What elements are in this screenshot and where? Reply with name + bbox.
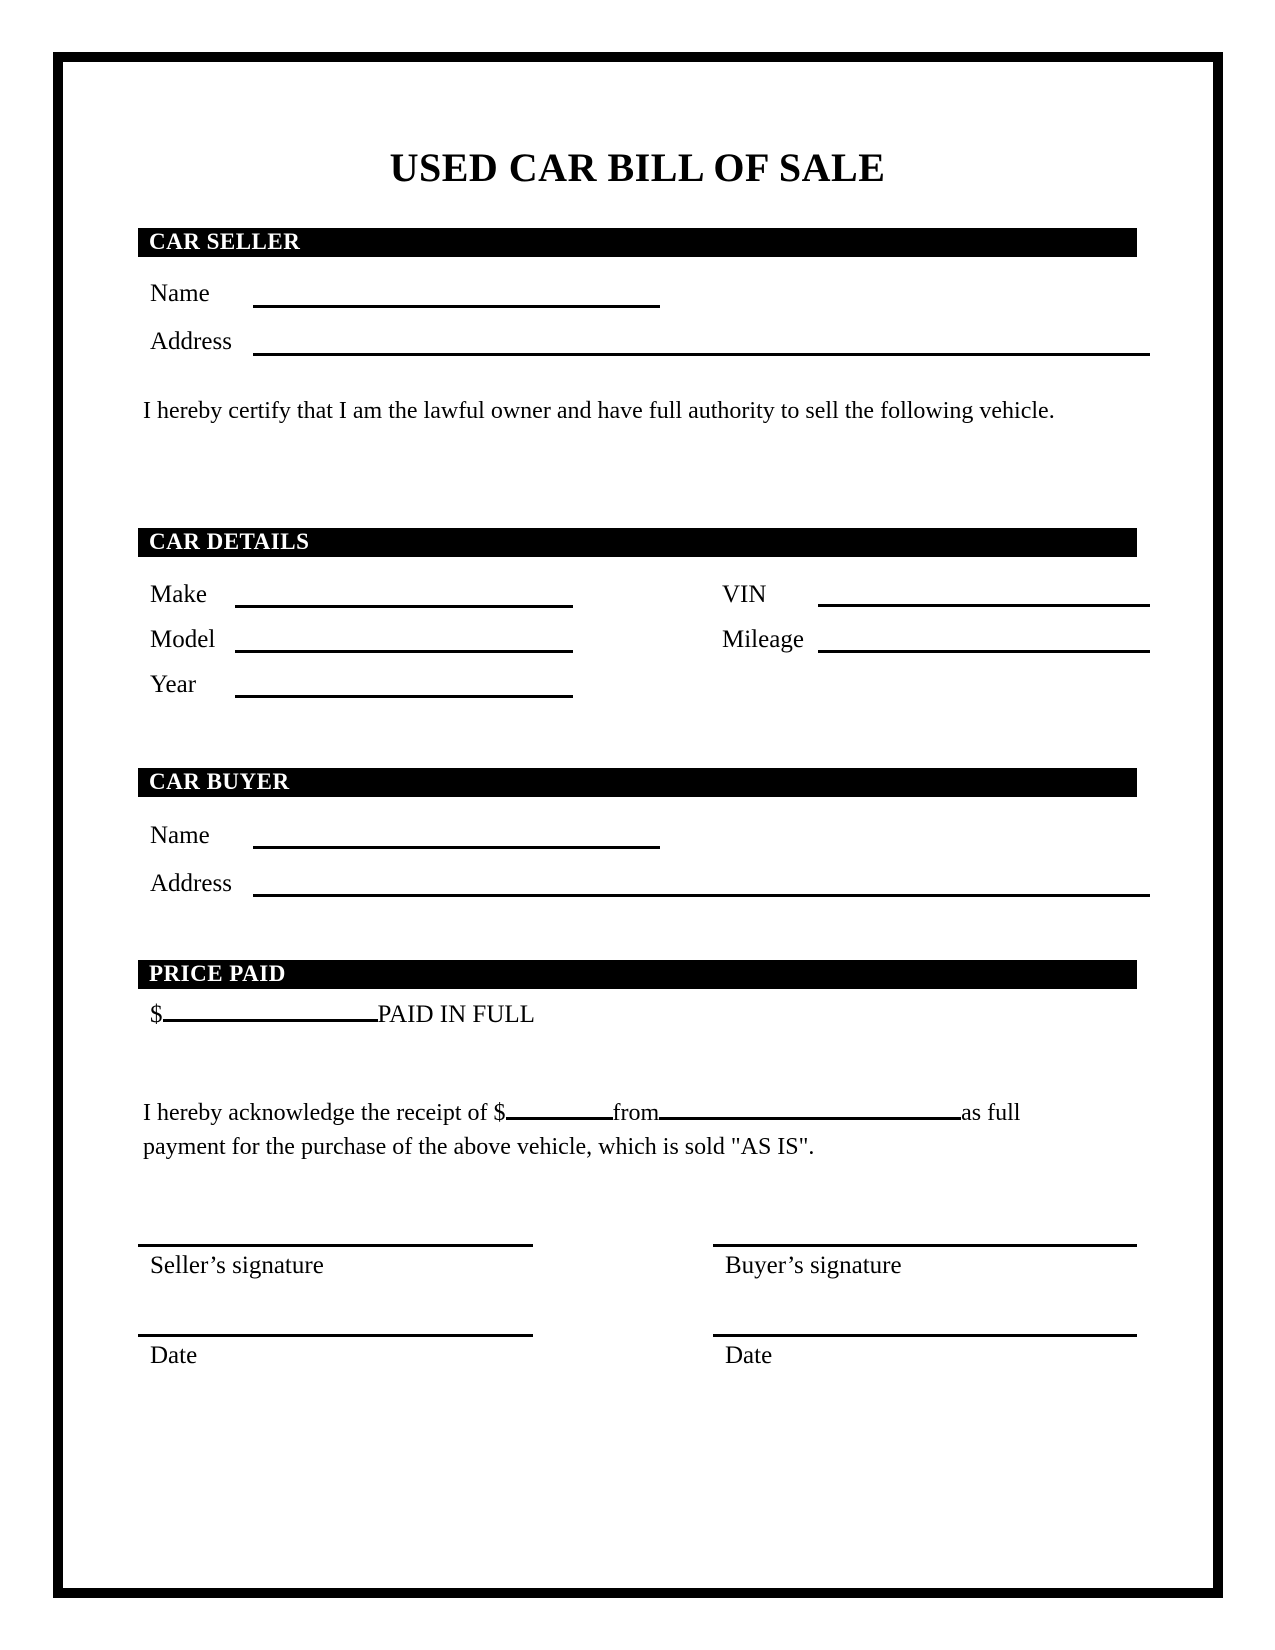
receipt-amount-field-line[interactable]	[506, 1103, 613, 1120]
year-label: Year	[150, 671, 197, 698]
acknowledgment-part3: as full payment for the purchase of the above vehicle, which is sold "AS IS".	[143, 1100, 1021, 1160]
acknowledgment-from: from	[612, 1100, 660, 1126]
mileage-field-line[interactable]	[818, 650, 1150, 653]
section-header-price-paid: PRICE PAID	[138, 960, 1137, 989]
model-label: Model	[150, 626, 216, 653]
paid-in-full-label: PAID IN FULL	[377, 1001, 535, 1028]
buyer-name-label: Name	[150, 822, 210, 849]
currency-symbol: $	[150, 1001, 163, 1028]
document-title: USED CAR BILL OF SALE	[389, 145, 886, 190]
seller-name-field-line[interactable]	[253, 305, 660, 308]
buyer-date-line[interactable]	[713, 1334, 1137, 1337]
page-border-frame	[53, 52, 1223, 1598]
acknowledgment-paragraph	[143, 1096, 1083, 1164]
seller-name-label: Name	[150, 280, 210, 307]
seller-date-label: Date	[150, 1342, 198, 1369]
section-header-car-details: CAR DETAILS	[138, 528, 1137, 557]
year-field-line[interactable]	[235, 695, 573, 698]
seller-date-line[interactable]	[138, 1334, 533, 1337]
section-header-car-seller: CAR SELLER	[138, 228, 1137, 257]
vin-label: VIN	[722, 581, 767, 608]
section-header-car-buyer: CAR BUYER	[138, 768, 1137, 797]
model-field-line[interactable]	[235, 650, 573, 653]
make-label: Make	[150, 581, 207, 608]
seller-address-field-line[interactable]	[253, 353, 1150, 356]
seller-signature-line[interactable]	[138, 1244, 533, 1247]
mileage-label: Mileage	[722, 626, 804, 653]
seller-certify-text: I hereby certify that I am the lawful owner and have full authority to sell the following vehicle.	[143, 398, 1055, 424]
make-field-line[interactable]	[235, 605, 573, 608]
vin-field-line[interactable]	[818, 604, 1150, 607]
buyer-name-field-line[interactable]	[253, 846, 660, 849]
buyer-date-label: Date	[725, 1342, 773, 1369]
acknowledgment-part1: I hereby acknowledge the receipt of $	[143, 1100, 506, 1126]
price-line	[150, 1001, 535, 1029]
buyer-address-field-line[interactable]	[253, 894, 1150, 897]
seller-signature-label: Seller’s signature	[150, 1252, 324, 1279]
buyer-signature-line[interactable]	[713, 1244, 1137, 1247]
received-from-field-line[interactable]	[659, 1103, 961, 1120]
buyer-signature-label: Buyer’s signature	[725, 1252, 902, 1279]
price-amount-field-line[interactable]	[163, 1005, 378, 1022]
seller-address-label: Address	[150, 328, 232, 355]
buyer-address-label: Address	[150, 870, 232, 897]
